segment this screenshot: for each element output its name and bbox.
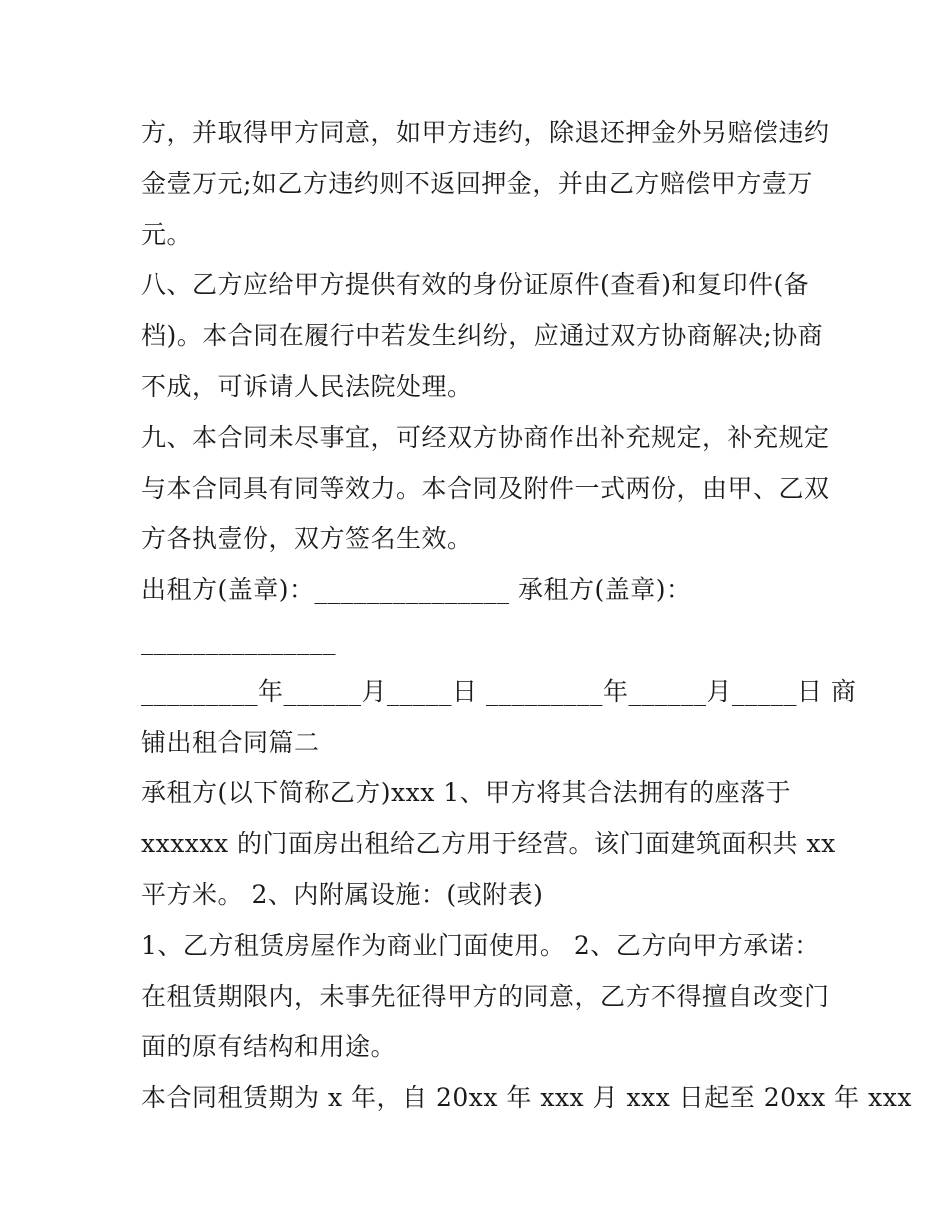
text-line-4: 八、乙方应给甲方提供有效的身份证原件(查看)和复印件(备 (141, 270, 810, 300)
text-line-8: 与本合同具有同等效力。本合同及附件一式两份，由甲、乙双 (141, 473, 830, 503)
text-line-16: 平方米。 2、内附属设施：(或附表) (141, 879, 544, 909)
date-line: _________年______月_____日 _________年______月_____日 商 (141, 676, 857, 706)
text-line-1: 方，并取得甲方同意，如甲方违约，除退还押金外另赔偿违约 (141, 118, 830, 147)
text-line-9: 方各执壹份，双方签名生效。 (141, 524, 473, 554)
signature-blank-line: _______________ (141, 625, 336, 655)
signature-line-lessor-lessee: 出租方(盖章)：_______________ 承租方(盖章)： (141, 575, 692, 605)
text-line-6: 不成，可诉请人民法院处理。 (141, 371, 473, 401)
section-title-part-two: 铺出租合同篇二 (141, 727, 320, 757)
text-line-5: 档)。本合同在履行中若发生纠纷，应通过双方协商解决;协商 (141, 321, 824, 351)
text-line-2: 金壹万元;如乙方违约则不返回押金，并由乙方赔偿甲方壹万 (141, 168, 813, 198)
text-line-3: 元。 (141, 219, 193, 249)
text-line-15: xxxxxx 的门面房出租给乙方用于经营。该门面建筑面积共 xx (141, 829, 836, 859)
text-line-7: 九、本合同未尽事宜，可经双方协商作出补充规定，补充规定 (141, 422, 830, 452)
text-line-19: 面的原有结构和用途。 (141, 1032, 397, 1062)
text-line-18: 在租赁期限内，未事先征得甲方的同意，乙方不得擅自改变门 (141, 981, 830, 1011)
text-line-20: 本合同租赁期为 x 年，自 20xx 年 xxx 月 xxx 日起至 20xx 年 xxx (141, 1083, 912, 1113)
text-line-14: 承租方(以下简称乙方)xxx 1、甲方将其合法拥有的座落于 (141, 778, 792, 808)
document-body (141, 108, 912, 1124)
text-line-17: 1、乙方租赁房屋作为商业门面使用。 2、乙方向甲方承诺： (141, 930, 820, 960)
